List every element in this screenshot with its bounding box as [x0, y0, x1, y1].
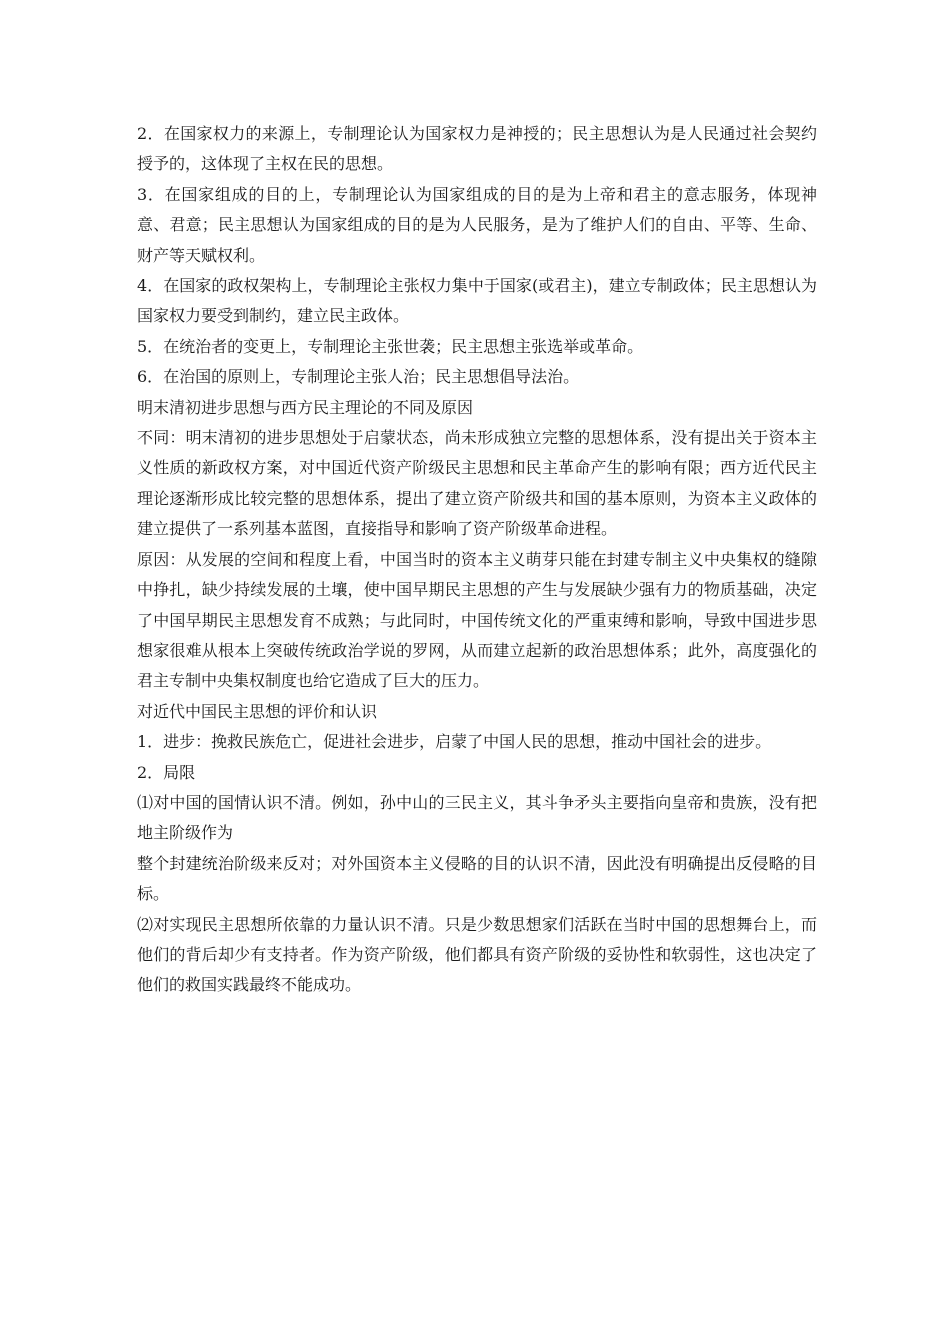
section-heading-differences: 明末清初进步思想与西方民主理论的不同及原因: [137, 397, 474, 417]
point-6-governing-principle: 6．在治国的原则上，专制理论主张人治；民主思想倡导法治。: [137, 367, 580, 387]
point-3-state-purpose: 3．在国家组成的目的上，专制理论认为国家组成的目的是为上帝和君主的意志服务，体现神意、君意；民主思想认为国家组成的目的是为人民服务，是为了维护人们的自由、平等、生命、财产等天赋权利。: [137, 184, 817, 265]
point-4-power-structure: 4．在国家的政权架构上，专制理论主张权力集中于国家(或君主)，建立专制政体；民主思想认为国家权力要受到制约，建立民主政体。: [137, 276, 817, 326]
evaluation-limitations-heading: 2．局限: [137, 762, 196, 782]
document-body: [137, 119, 817, 1001]
point-5-ruler-change: 5．在统治者的变更上，专制理论主张世袭；民主思想主张选举或革命。: [137, 336, 644, 356]
limitation-1-part-a: ⑴对中国的国情认识不清。例如，孙中山的三民主义，其斗争矛头主要指向皇帝和贵族，没有把地主阶级作为: [137, 792, 817, 843]
reasons-paragraph: 原因：从发展的空间和程度上看，中国当时的资本主义萌芽只能在封建专制主义中央集权的缝隙中挣扎，缺少持续发展的土壤，使中国早期民主思想的产生与发展缺少强有力的物质基础，决定了中国早期民主思想发育不成熟；与此同时，中国传统文化的严重束缚和影响，导致中国进步思想家很难从根本上突破传统政治学说的罗网，从而建立起新的政治思想体系；此外，高度强化的君主专制中央集权制度也给它造成了巨大的压力。: [137, 549, 817, 691]
point-2-power-source: 2．在国家权力的来源上，专制理论认为国家权力是神授的；民主思想认为是人民通过社会契约授予的，这体现了主权在民的思想。: [137, 124, 817, 174]
limitation-1-part-b: 整个封建统治阶级来反对；对外国资本主义侵略的目的认识不清，因此没有明确提出反侵略的目标。: [137, 853, 817, 904]
differences-paragraph: 不同：明末清初的进步思想处于启蒙状态，尚未形成独立完整的思想体系，没有提出关于资本主义性质的新政权方案，对中国近代资产阶级民主思想和民主革命产生的影响有限；西方近代民主理论逐渐形成比较完整的思想体系，提出了建立资产阶级共和国的基本原则，为资本主义政体的建立提供了一系列基本蓝图，直接指导和影响了资产阶级革命进程。: [137, 428, 817, 539]
section-heading-evaluation: 对近代中国民主思想的评价和认识: [137, 701, 378, 721]
limitation-2: ⑵对实现民主思想所依靠的力量认识不清。只是少数思想家们活跃在当时中国的思想舞台上，而他们的背后却少有支持者。作为资产阶级，他们都具有资产阶级的妥协性和软弱性，这也决定了他们的救国实践最终不能成功。: [137, 914, 817, 995]
evaluation-progress: 1．进步：挽救民族危亡，促进社会进步，启蒙了中国人民的思想，推动中国社会的进步。: [137, 732, 772, 752]
